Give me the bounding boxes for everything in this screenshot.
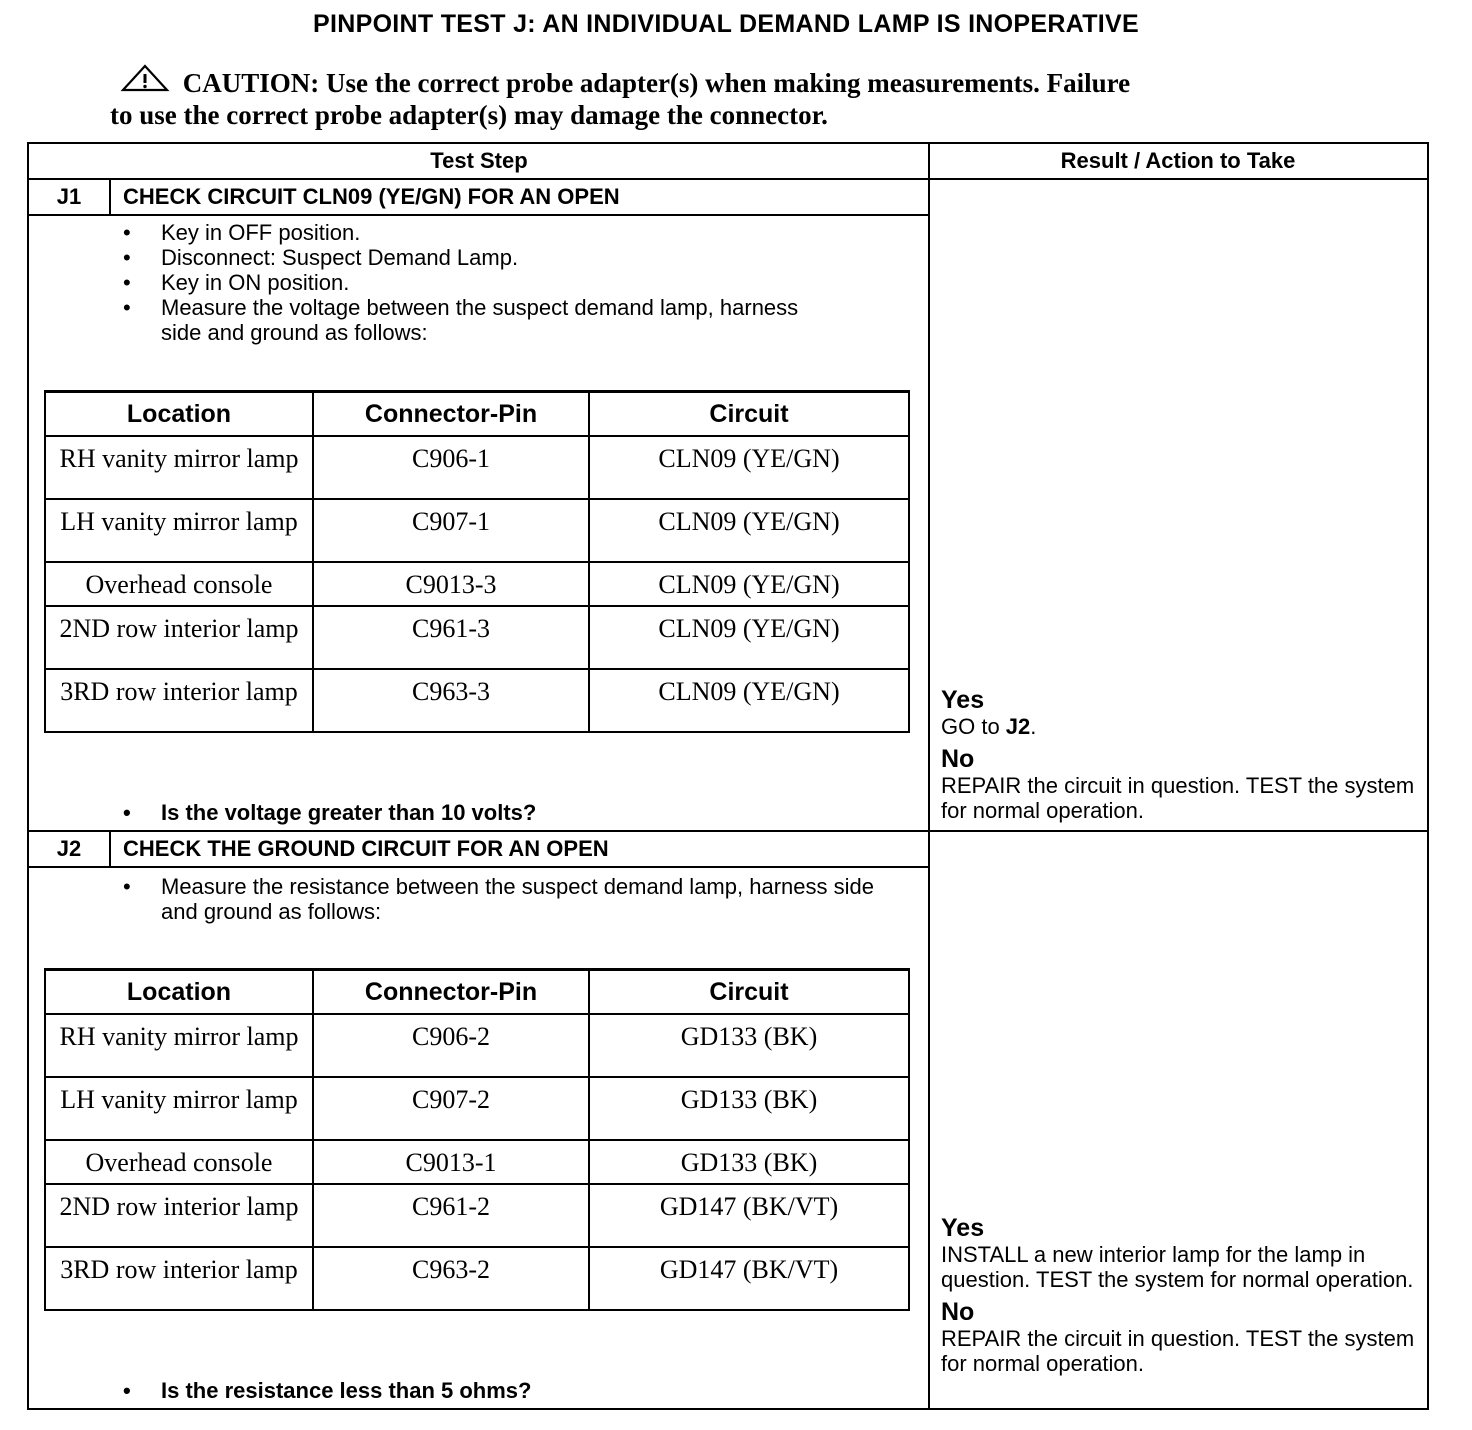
connector-pin-cell: C961-3 [313, 606, 589, 669]
pinpoint-test-table [27, 142, 1429, 1410]
list-item: • Disconnect: Suspect Demand Lamp. [119, 245, 839, 270]
table-row [45, 562, 909, 606]
table-row [45, 1247, 909, 1310]
step-j1-result [941, 686, 1421, 829]
step-j2-connector-table [44, 968, 910, 1311]
yes-action: INSTALL a new interior lamp for the lamp in question. TEST the system for normal operation. [941, 1242, 1414, 1292]
location-cell: 2ND row interior lamp [45, 606, 313, 669]
location-cell: LH vanity mirror lamp [45, 499, 313, 562]
table-row [45, 1140, 909, 1184]
location-cell: Overhead console [45, 562, 313, 606]
result-header: Result / Action to Take [929, 144, 1427, 180]
table-row [45, 1077, 909, 1140]
circuit-cell: CLN09 (YE/GN) [589, 669, 909, 732]
list-item: • Measure the voltage between the suspect demand lamp, harness side and ground as follows: [119, 295, 839, 345]
yes-label: Yes [941, 686, 985, 714]
circuit-cell: GD133 (BK) [589, 1077, 909, 1140]
no-action: REPAIR the circuit in question. TEST the system for normal operation. [941, 1326, 1415, 1376]
location-cell: 3RD row interior lamp [45, 1247, 313, 1310]
step-j1-header [29, 180, 929, 216]
circuit-cell: GD133 (BK) [589, 1140, 909, 1184]
no-label: No [941, 745, 975, 773]
table-header-row [45, 970, 909, 1015]
location-cell: RH vanity mirror lamp [45, 1014, 313, 1077]
connector-pin-cell: C907-2 [313, 1077, 589, 1140]
no-label: No [941, 1298, 975, 1326]
step-j1-connector-table [44, 390, 910, 733]
caution-text-line1: Use the correct probe adapter(s) when making measurements. Failure [326, 68, 1131, 98]
table-row [45, 606, 909, 669]
table-row [45, 436, 909, 499]
yes-action-step-ref: J2 [1005, 714, 1031, 739]
circuit-cell: GD147 (BK/VT) [589, 1247, 909, 1310]
location-cell: Overhead console [45, 1140, 313, 1184]
warning-triangle-icon [120, 64, 170, 94]
test-step-header: Test Step [29, 144, 929, 180]
circuit-cell: GD133 (BK) [589, 1014, 909, 1077]
connector-pin-cell: C907-1 [313, 499, 589, 562]
location-cell: 2ND row interior lamp [45, 1184, 313, 1247]
column-divider [928, 144, 930, 1408]
table-row [45, 1014, 909, 1077]
circuit-cell: GD147 (BK/VT) [589, 1184, 909, 1247]
column-header-connector-pin: Connector-Pin [313, 392, 589, 437]
yes-action [941, 714, 1421, 739]
circuit-cell: CLN09 (YE/GN) [589, 562, 909, 606]
step-id: J2 [29, 832, 111, 866]
connector-pin-cell: C906-2 [313, 1014, 589, 1077]
location-cell: LH vanity mirror lamp [45, 1077, 313, 1140]
connector-pin-cell: C961-2 [313, 1184, 589, 1247]
list-item: • Key in ON position. [119, 270, 839, 295]
connector-pin-cell: C9013-3 [313, 562, 589, 606]
list-item: • Key in OFF position. [119, 220, 839, 245]
location-cell: RH vanity mirror lamp [45, 436, 313, 499]
step-id: J1 [29, 180, 111, 214]
list-item: • Measure the resistance between the suspect demand lamp, harness side and ground as follows: [119, 874, 879, 924]
caution-label: CAUTION: [182, 68, 320, 98]
table-header-row [45, 392, 909, 437]
table-row [45, 669, 909, 732]
step-j1-question: • Is the voltage greater than 10 volts? [123, 800, 536, 826]
circuit-cell: CLN09 (YE/GN) [589, 499, 909, 562]
step-j2-question: • Is the resistance less than 5 ohms? [123, 1378, 531, 1404]
connector-pin-cell: C963-2 [313, 1247, 589, 1310]
yes-action-suffix: . [1030, 714, 1037, 739]
column-header-connector-pin: Connector-Pin [313, 970, 589, 1015]
step-j2-header [29, 832, 929, 868]
column-header-circuit: Circuit [589, 970, 909, 1015]
caution-text-line2: to use the correct probe adapter(s) may damage the connector. [110, 100, 828, 130]
column-header-location: Location [45, 970, 313, 1015]
step-title: CHECK CIRCUIT CLN09 (YE/GN) FOR AN OPEN [123, 184, 620, 209]
column-header-location: Location [45, 392, 313, 437]
step-j2-result [941, 1214, 1421, 1382]
yes-label: Yes [941, 1214, 985, 1242]
step-j2-instructions [119, 874, 879, 924]
connector-pin-cell: C906-1 [313, 436, 589, 499]
yes-action-text: GO to [941, 714, 1006, 739]
no-action: REPAIR the circuit in question. TEST the system for normal operation. [941, 773, 1415, 823]
step-j1-instructions [119, 220, 839, 345]
location-cell: 3RD row interior lamp [45, 669, 313, 732]
connector-pin-cell: C9013-1 [313, 1140, 589, 1184]
circuit-cell: CLN09 (YE/GN) [589, 436, 909, 499]
table-row [45, 1184, 909, 1247]
connector-pin-cell: C963-3 [313, 669, 589, 732]
table-row [45, 499, 909, 562]
step-title: CHECK THE GROUND CIRCUIT FOR AN OPEN [123, 836, 609, 861]
caution-notice [110, 64, 1360, 131]
page-title: PINPOINT TEST J: AN INDIVIDUAL DEMAND LAMP IS INOPERATIVE [313, 10, 1139, 38]
column-header-circuit: Circuit [589, 392, 909, 437]
circuit-cell: CLN09 (YE/GN) [589, 606, 909, 669]
